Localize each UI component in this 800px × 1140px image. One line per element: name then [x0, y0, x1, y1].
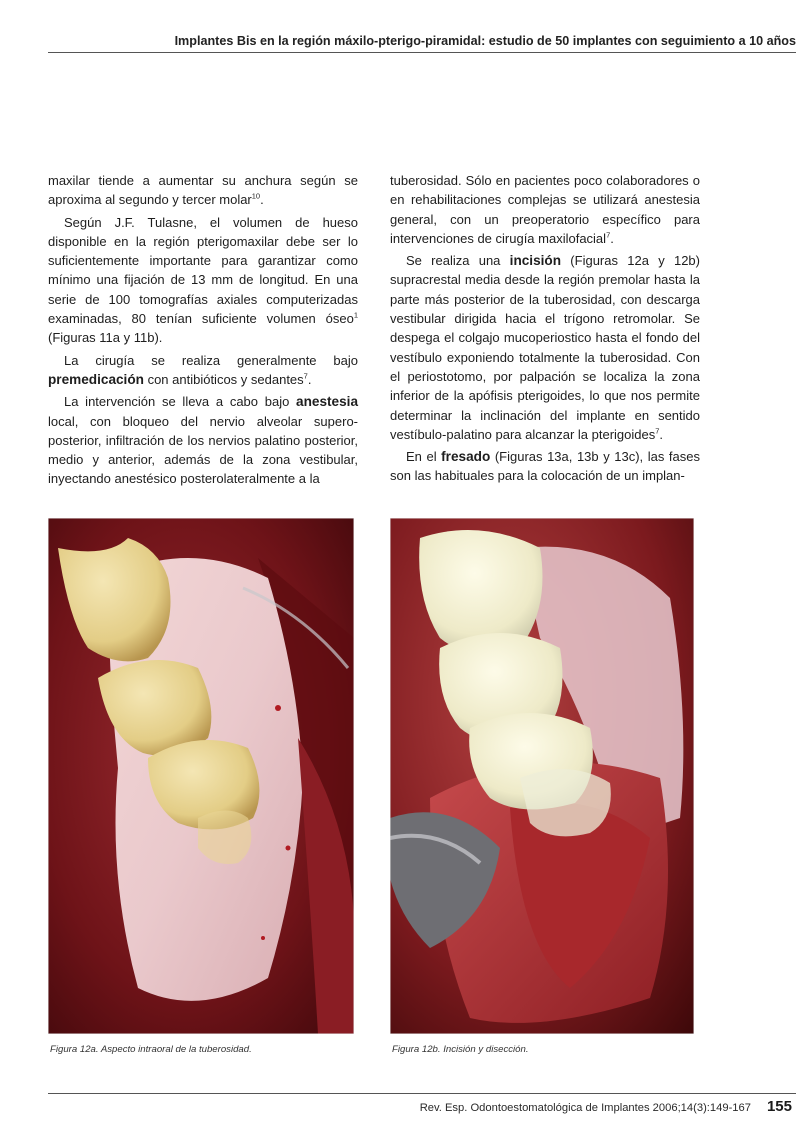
paragraph: Se realiza una incisión (Figuras 12a y 12b) supracrestal media desde la región premolar hasta la parte más posterior de la tuberosidad, con descarga vestibular dirigida hacia el trígono retromolar. Se despega el colgajo mucoperiostico hasta el fondo del vestíbulo exponiendo totalmente la tuberosidad. Con el periostotomo, por palpación se localiza la zona inferior de la apófisis pterigoides, lo que nos permite determinar la inclinación del implante en sentido vestíbulo-palatino para alcanzar la pterigoides$^7$. — [390, 253, 700, 442]
reference-marker: 7 — [303, 371, 308, 381]
page-footer — [420, 1098, 792, 1115]
reference-marker: 7 — [606, 230, 611, 240]
header-rule — [48, 52, 796, 53]
paragraph: maxilar tiende a aumentar su anchura según se aproxima al segundo y tercer molar$^{10}$. — [48, 173, 358, 208]
paragraph: En el fresado (Figuras 13a, 13b y 13c), las fases son las habituales para la colocación de un implan- — [390, 449, 700, 484]
reference-marker: 7 — [655, 426, 660, 436]
reference-marker: 10 — [251, 191, 261, 201]
figure-12a-caption: Figura 12a. Aspecto intraoral de la tuberosidad. — [50, 1044, 252, 1055]
figure-12b-photo — [390, 518, 694, 1034]
paragraph: La intervención se lleva a cabo bajo anestesia local, con bloqueo del nervio alveolar supero-posterior, infiltración de los nervios palatino posterior, medio y anterior, además de la zona vestibular, inyectando anestésico posterolateralmente a la — [48, 394, 358, 487]
reference-marker: 1 — [353, 310, 358, 320]
bold-term: premedicación — [48, 371, 144, 387]
left-column — [48, 171, 358, 492]
paragraph: tuberosidad. Sólo en pacientes poco colaboradores o en rehabilitaciones complejas se utilizará anestesia general, con un preoperatorio específico para intervenciones de cirugía maxilofacial$^7$. — [390, 173, 700, 246]
figure-12a-photo — [48, 518, 354, 1034]
journal-citation: Rev. Esp. Odontoestomatológica de Implantes 2006;14(3):149-167 — [419, 1102, 751, 1114]
bold-term: incisión — [509, 253, 562, 269]
page-number: 155 — [766, 1098, 792, 1115]
paragraph: La cirugía se realiza generalmente bajo premedicación con antibióticos y sedantes$^7$. — [48, 352, 358, 387]
footer-rule — [48, 1093, 796, 1094]
bold-term: anestesia — [296, 394, 358, 410]
running-header: Implantes Bis en la región máxilo-pterigo-piramidal: estudio de 50 implantes con seguimiento a 10 años — [174, 34, 796, 48]
right-column — [390, 171, 700, 489]
paragraph: Según J.F. Tulasne, el volumen de hueso disponible en la región pterigomaxilar debe ser lo suficientemente importante para garantizar como mínimo una fijación de 13 mm de longitud. En una serie de 100 tomografías axiales computerizadas examinadas, 80 tenían suficiente volumen óseo$^1$ (Figuras 11a y 11b). — [48, 214, 358, 346]
figure-12b-caption: Figura 12b. Incisión y disección. — [392, 1044, 529, 1055]
bold-term: fresado — [441, 449, 491, 465]
